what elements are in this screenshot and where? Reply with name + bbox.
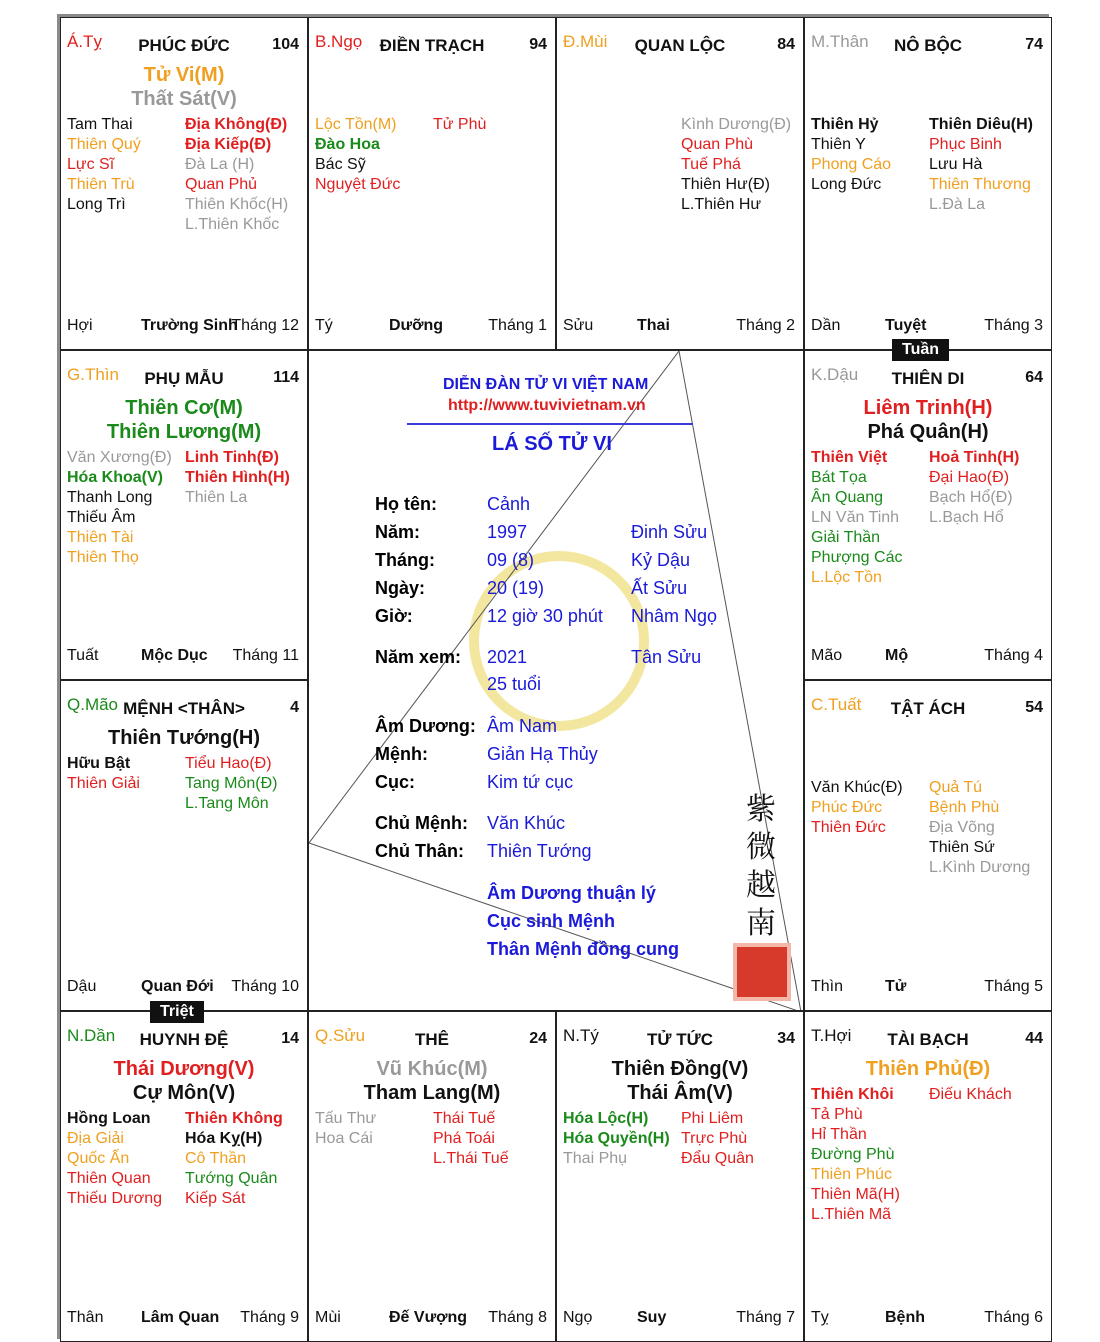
minor-star: Bác Sỹ <box>315 156 366 173</box>
palace-footer <box>563 317 797 339</box>
life-stage: Tuyệt <box>885 317 927 334</box>
minor-stars-left <box>811 1085 900 1225</box>
info-value: 2021 <box>487 647 528 667</box>
minor-stars-right <box>929 778 1030 878</box>
minor-star: Hoả Tinh(H) <box>929 449 1020 466</box>
palace-mui[interactable] <box>556 17 804 350</box>
chart-note: Âm Dương thuận lý <box>487 883 656 903</box>
palace-footer <box>811 647 1045 669</box>
minor-star: L.Tang Môn <box>185 795 269 812</box>
info-value: 12 giờ 30 phút <box>487 606 603 626</box>
palace-name: TỬ TỨC <box>647 1030 713 1049</box>
minor-star: Thiên Khốc(H) <box>185 196 289 213</box>
age-value: 25 tuổi <box>487 674 542 694</box>
main-star: Vũ Khúc(M) <box>376 1058 488 1080</box>
palace-name: PHÚC ĐỨC <box>138 36 230 55</box>
minor-star: Phi Liêm <box>681 1110 744 1127</box>
minor-star: Thiên Tài <box>67 529 134 546</box>
minor-star: Tấu Thư <box>315 1110 377 1127</box>
main-star: Liêm Trinh(H) <box>863 397 993 419</box>
palace-suu[interactable] <box>308 1011 556 1342</box>
palace-header <box>811 1026 1045 1050</box>
palace-mao[interactable] <box>60 680 308 1011</box>
palace-name: MỆNH <THÂN> <box>123 699 245 718</box>
header-divider <box>407 423 693 425</box>
month-label: Tháng 3 <box>984 317 1043 334</box>
earthly-branch: Hợi <box>67 317 93 334</box>
minor-stars-left <box>67 448 172 568</box>
minor-stars-right <box>185 1109 283 1209</box>
info-label: Năm: <box>375 522 421 542</box>
minor-star: Hóa Lộc(H) <box>563 1110 649 1127</box>
seal-calligraphy <box>746 791 776 943</box>
minor-star: Văn Khúc(Đ) <box>811 779 903 796</box>
palace-ty_top[interactable] <box>60 17 308 350</box>
minor-star: Đà La (H) <box>185 156 255 173</box>
earthly-branch: Tuất <box>67 647 99 664</box>
minor-stars-right <box>929 115 1033 215</box>
minor-star: Kình Dương(Đ) <box>681 116 792 133</box>
palace-footer <box>811 978 1045 1000</box>
seal-char: 紫 <box>746 792 776 827</box>
tuan-tag: Tuần <box>892 339 949 361</box>
main-star: Tham Lang(M) <box>363 1082 501 1104</box>
info-value: 09 (8) <box>487 550 535 570</box>
info-value: Âm Nam <box>487 716 558 736</box>
chart-note: Cục sinh Mệnh <box>487 911 616 931</box>
minor-star: Thiếu Âm <box>67 509 136 526</box>
palace-number: 34 <box>777 1030 795 1047</box>
info-value: 20 (19) <box>487 578 545 598</box>
minor-star: Thiên Quan <box>67 1170 151 1187</box>
minor-star: Nguyệt Đức <box>315 176 401 193</box>
minor-star: Thiên Y <box>811 136 866 153</box>
seal-char: 微 <box>746 830 776 865</box>
chart-board <box>57 14 1049 1339</box>
minor-star: Quả Tú <box>929 779 983 796</box>
main-stars <box>61 63 307 111</box>
main-star: Thiên Đồng(V) <box>611 1058 749 1080</box>
palace-ngo[interactable] <box>308 17 556 350</box>
minor-star: Hóa Quyền(H) <box>563 1130 670 1147</box>
main-stars <box>557 1057 803 1105</box>
minor-stars-right <box>681 1109 754 1169</box>
palace-footer <box>315 1309 549 1331</box>
info-label: Họ tên: <box>375 494 437 514</box>
minor-stars-left <box>67 115 141 215</box>
minor-star: Thai Phụ <box>563 1150 628 1167</box>
life-stage: Mộc Dục <box>141 647 208 664</box>
info-value: Cảnh <box>487 494 531 514</box>
palace-header <box>315 1026 549 1050</box>
palace-tuat[interactable] <box>804 680 1052 1011</box>
minor-star: Tam Thai <box>67 116 133 133</box>
minor-star: Thiên Trù <box>67 176 135 193</box>
minor-stars-left <box>811 115 891 195</box>
earthly-branch: Sửu <box>563 317 594 334</box>
minor-star: L.Thiên Mã <box>811 1206 892 1223</box>
month-label: Tháng 10 <box>231 978 299 995</box>
palace-name: NÔ BỘC <box>894 36 962 55</box>
triet-tag: Triệt <box>150 1001 204 1023</box>
minor-star: L.Thái Tuế <box>433 1150 509 1167</box>
palace-thin_left[interactable] <box>60 350 308 680</box>
minor-star: Thái Tuế <box>433 1110 496 1127</box>
palace-position: Q.Sửu <box>315 1026 366 1045</box>
palace-footer <box>811 1309 1045 1331</box>
minor-star: Thiên Diêu(H) <box>929 116 1033 133</box>
main-star: Thất Sát(V) <box>131 88 237 110</box>
palace-position: K.Dậu <box>811 365 859 384</box>
palace-position: C.Tuất <box>811 695 862 714</box>
minor-star: Trực Phù <box>681 1130 748 1147</box>
main-star: Thiên Phủ(Đ) <box>865 1058 991 1080</box>
month-label: Tháng 8 <box>488 1309 547 1326</box>
info-label: Giờ: <box>375 606 413 626</box>
minor-star: Địa Võng <box>929 819 995 836</box>
palace-position: Á.Tỵ <box>67 32 102 51</box>
palace-footer <box>67 1309 301 1331</box>
palace-name: TÀI BẠCH <box>887 1030 969 1049</box>
palace-number: 24 <box>529 1030 547 1047</box>
minor-star: Đào Hoa <box>315 136 380 153</box>
minor-star: Hồng Loan <box>67 1110 151 1127</box>
info-label: Mệnh: <box>375 744 428 764</box>
center-info-panel <box>308 350 804 1011</box>
red-stamp <box>733 943 791 1001</box>
minor-star: Hỉ Thần <box>811 1126 867 1143</box>
info-label: Chủ Mệnh: <box>375 813 468 833</box>
life-stage: Trường Sinh <box>141 317 238 334</box>
life-stage: Bệnh <box>885 1309 925 1326</box>
month-label: Tháng 5 <box>984 978 1043 995</box>
minor-star: Tiểu Hao(Đ) <box>185 755 272 772</box>
minor-stars-left <box>315 115 400 195</box>
life-stage: Quan Đới <box>141 978 214 995</box>
minor-star: L.Kình Dương <box>929 859 1031 876</box>
earthly-branch: Dậu <box>67 978 97 995</box>
palace-number: 74 <box>1025 36 1043 53</box>
info-value: Giản Hạ Thủy <box>487 744 598 764</box>
minor-star: Thiên Hỷ <box>811 116 879 133</box>
life-stage: Mộ <box>885 647 909 664</box>
palace-footer <box>67 317 301 339</box>
minor-star: Tướng Quân <box>185 1170 278 1187</box>
minor-star: Thiên Phúc <box>811 1166 892 1183</box>
minor-stars-left <box>315 1109 376 1149</box>
minor-stars-right <box>185 754 277 814</box>
minor-star: Long Trì <box>67 196 126 213</box>
palace-header <box>563 32 797 56</box>
palace-footer <box>67 647 301 669</box>
minor-star: Điếu Khách <box>929 1086 1012 1103</box>
info-value: Văn Khúc <box>487 813 566 833</box>
info-value: Kim tứ cục <box>487 772 574 792</box>
minor-stars-left <box>811 448 902 588</box>
palace-header <box>67 365 301 389</box>
minor-star: Thiên Thọ <box>67 549 139 566</box>
info-value: 1997 <box>487 522 528 542</box>
minor-stars-right <box>929 1085 1012 1105</box>
minor-star: Tử Phù <box>433 116 487 133</box>
palace-position: Đ.Mùi <box>563 32 608 51</box>
minor-star: Thiên Hình(H) <box>185 469 290 486</box>
minor-star: Giải Thần <box>811 529 881 546</box>
palace-name: TẬT ÁCH <box>890 699 966 718</box>
minor-star: Đại Hao(Đ) <box>929 469 1010 486</box>
minor-star: Thiên Không <box>185 1110 283 1127</box>
palace-header <box>563 1026 797 1050</box>
palace-header <box>811 365 1045 389</box>
minor-star: Kiếp Sát <box>185 1190 246 1207</box>
palace-header <box>67 1026 301 1050</box>
life-stage: Tử <box>885 978 907 995</box>
palace-name: THIÊN DI <box>891 369 965 388</box>
palace-name: QUAN LỘC <box>634 36 726 55</box>
palace-number: 14 <box>281 1030 299 1047</box>
minor-stars-right <box>929 448 1019 528</box>
earthly-branch: Thân <box>67 1309 104 1326</box>
palace-header <box>315 32 549 56</box>
palace-dan[interactable] <box>60 1011 308 1342</box>
minor-star: Thanh Long <box>67 489 153 506</box>
minor-star: Tang Môn(Đ) <box>185 775 278 792</box>
main-star: Thiên Lương(M) <box>106 421 262 443</box>
earthly-branch: Dần <box>811 317 841 334</box>
palace-hoi[interactable] <box>804 1011 1052 1342</box>
palace-number: 64 <box>1025 369 1043 386</box>
palace-number: 84 <box>777 36 795 53</box>
minor-star: Linh Tinh(Đ) <box>185 449 279 466</box>
month-label: Tháng 7 <box>736 1309 795 1326</box>
palace-header <box>67 695 301 719</box>
chart-title: LÁ SỐ TỬ VI <box>492 433 612 455</box>
main-star: Thái Âm(V) <box>627 1082 733 1104</box>
palace-footer <box>67 978 301 1000</box>
main-stars <box>61 1057 307 1105</box>
minor-stars-right <box>185 448 290 508</box>
palace-position: G.Thìn <box>67 365 119 384</box>
month-label: Tháng 4 <box>984 647 1043 664</box>
life-stage: Suy <box>637 1309 667 1326</box>
main-stars <box>61 726 307 750</box>
earthly-branch: Tỵ <box>811 1309 829 1326</box>
seal-char: 南 <box>746 906 776 941</box>
minor-star: Thiên Việt <box>811 449 888 466</box>
seal-char: 越 <box>746 868 776 903</box>
minor-star: Quốc Ấn <box>67 1150 130 1167</box>
life-stage: Thai <box>637 317 670 334</box>
minor-star: Thiếu Dương <box>67 1190 163 1207</box>
month-label: Tháng 11 <box>232 647 299 664</box>
minor-star: LN Văn Tinh <box>811 509 900 526</box>
main-star: Thiên Cơ(M) <box>125 397 243 419</box>
earthly-branch: Thìn <box>811 978 844 995</box>
info-label: Năm xem: <box>375 647 462 667</box>
minor-star: Thiên Giải <box>67 775 140 792</box>
info-value: Thiên Tướng <box>487 841 592 861</box>
aspect-line <box>679 351 801 1011</box>
palace-name: HUYNH ĐỆ <box>139 1030 229 1049</box>
earthly-branch: Mão <box>811 647 843 664</box>
can-chi-value: Đinh Sửu <box>631 522 708 542</box>
minor-stars-left <box>811 778 903 838</box>
palace-number: 104 <box>272 36 299 53</box>
palace-position: M.Thân <box>811 32 869 51</box>
palace-name: PHỤ MẪU <box>144 369 224 388</box>
minor-star: Hóa Kỵ(H) <box>185 1130 263 1147</box>
minor-stars-right <box>185 115 288 235</box>
minor-star: L.Bạch Hổ <box>929 509 1004 526</box>
minor-star: Thiên La <box>185 489 248 506</box>
main-stars <box>805 1057 1051 1081</box>
minor-star: Phục Binh <box>929 136 1002 153</box>
palace-footer <box>315 317 549 339</box>
palace-header <box>811 695 1045 719</box>
month-label: Tháng 6 <box>984 1309 1043 1326</box>
minor-star: L.Thiên Khốc <box>185 216 280 233</box>
palace-than_top[interactable] <box>804 17 1052 350</box>
minor-star: Hóa Khoa(V) <box>67 469 163 486</box>
can-chi-value: Nhâm Ngọ <box>631 606 718 626</box>
palace-name: THÊ <box>415 1030 449 1049</box>
minor-star: L.Thiên Hư <box>681 196 762 213</box>
life-stage: Lâm Quan <box>141 1309 220 1326</box>
month-label: Tháng 9 <box>240 1309 299 1326</box>
minor-star: Quan Phủ <box>185 176 258 193</box>
minor-star: Phượng Các <box>811 549 903 566</box>
life-stage: Dưỡng <box>389 317 444 334</box>
minor-star: Bạch Hổ(Đ) <box>929 489 1013 506</box>
can-chi-value: Tân Sửu <box>631 647 702 667</box>
forum-title: DIỄN ĐÀN TỬ VI VIỆT NAM <box>443 376 649 393</box>
minor-star: Quan Phù <box>681 136 754 153</box>
forum-url: http://www.tuvivietnam.vn <box>448 397 646 414</box>
earthly-branch: Mùi <box>315 1309 341 1326</box>
minor-stars-left <box>67 1109 162 1209</box>
minor-star: Phúc Đức <box>811 799 883 816</box>
main-star: Phá Quân(H) <box>867 421 989 443</box>
minor-stars-right <box>681 115 791 215</box>
month-label: Tháng 1 <box>488 317 547 334</box>
minor-star: Lưu Hà <box>929 156 983 173</box>
minor-stars-left <box>67 754 140 794</box>
info-label: Tháng: <box>375 550 435 570</box>
minor-star: Thiên Quý <box>67 136 141 153</box>
palace-number: 4 <box>290 699 299 716</box>
main-star: Cự Môn(V) <box>132 1082 236 1104</box>
info-label: Chủ Thân: <box>375 841 464 861</box>
info-label: Âm Dương: <box>375 716 476 736</box>
month-label: Tháng 2 <box>736 317 795 334</box>
minor-star: Bệnh Phù <box>929 799 1000 816</box>
palace-position: Q.Mão <box>67 695 119 714</box>
info-label: Ngày: <box>375 578 426 598</box>
minor-star: Cô Thần <box>185 1150 247 1167</box>
minor-star: Hoa Cái <box>315 1130 373 1147</box>
minor-star: Lộc Tồn(M) <box>315 116 397 133</box>
minor-star: Đẩu Quân <box>681 1150 754 1167</box>
minor-star: Địa Không(Đ) <box>185 116 288 133</box>
chart-note: Thân Mệnh đồng cung <box>487 939 679 959</box>
palace-position: B.Ngọ <box>315 32 363 51</box>
minor-stars-right <box>433 1109 509 1169</box>
minor-star: Hữu Bật <box>67 755 131 772</box>
minor-star: Ân Quang <box>811 489 884 506</box>
minor-star: Phong Cáo <box>811 156 892 173</box>
palace-number: 44 <box>1025 1030 1043 1047</box>
minor-star: Văn Xương(Đ) <box>67 449 172 466</box>
minor-star: Đường Phù <box>811 1146 895 1163</box>
minor-star: Thiên Mã(H) <box>811 1186 900 1203</box>
palace-ty_bottom[interactable] <box>556 1011 804 1342</box>
earthly-branch: Tý <box>315 317 333 334</box>
palace-footer <box>811 317 1045 339</box>
minor-star: Địa Giải <box>67 1130 124 1147</box>
main-stars <box>805 396 1051 444</box>
main-star: Tử Vi(M) <box>143 64 225 86</box>
palace-number: 114 <box>273 369 299 386</box>
palace-position: T.Hợi <box>811 1026 852 1045</box>
main-star: Thiên Tướng(H) <box>107 727 260 749</box>
earthly-branch: Ngọ <box>563 1309 593 1326</box>
minor-star: Địa Kiếp(Đ) <box>185 136 272 153</box>
minor-star: Tuế Phá <box>681 156 741 173</box>
minor-stars-right <box>433 115 486 135</box>
can-chi-value: Kỷ Dậu <box>631 550 691 570</box>
palace-header <box>67 32 301 56</box>
minor-star: Bát Tọa <box>811 469 867 486</box>
info-label: Cục: <box>375 772 415 792</box>
main-star: Thái Dương(V) <box>113 1058 255 1080</box>
minor-star: Thiên Thương <box>929 176 1031 193</box>
minor-star: Lực Sĩ <box>67 156 115 173</box>
month-label: Tháng 12 <box>231 317 299 334</box>
palace-header <box>811 32 1045 56</box>
main-stars <box>61 396 307 444</box>
palace-position: N.Dần <box>67 1026 116 1045</box>
palace-number: 94 <box>529 36 547 53</box>
minor-star: Long Đức <box>811 176 882 193</box>
minor-star: Tả Phù <box>811 1106 863 1123</box>
palace-footer <box>563 1309 797 1331</box>
life-stage: Đế Vượng <box>389 1309 468 1326</box>
minor-star: L.Đà La <box>929 196 986 213</box>
minor-star: Thiên Hư(Đ) <box>681 176 770 193</box>
can-chi-value: Ất Sửu <box>631 578 688 598</box>
palace-name: ĐIỀN TRẠCH <box>379 36 485 55</box>
palace-position: N.Tý <box>563 1026 599 1045</box>
minor-star: Phá Toái <box>433 1130 495 1147</box>
main-stars <box>309 1057 555 1105</box>
minor-star: Thiên Khôi <box>811 1086 894 1103</box>
minor-star: Thiên Sứ <box>929 839 995 856</box>
palace-number: 54 <box>1025 699 1043 716</box>
minor-star: Thiên Đức <box>811 819 886 836</box>
minor-stars-left <box>563 1109 670 1169</box>
minor-star: L.Lộc Tồn <box>811 569 882 586</box>
palace-dau[interactable] <box>804 350 1052 680</box>
